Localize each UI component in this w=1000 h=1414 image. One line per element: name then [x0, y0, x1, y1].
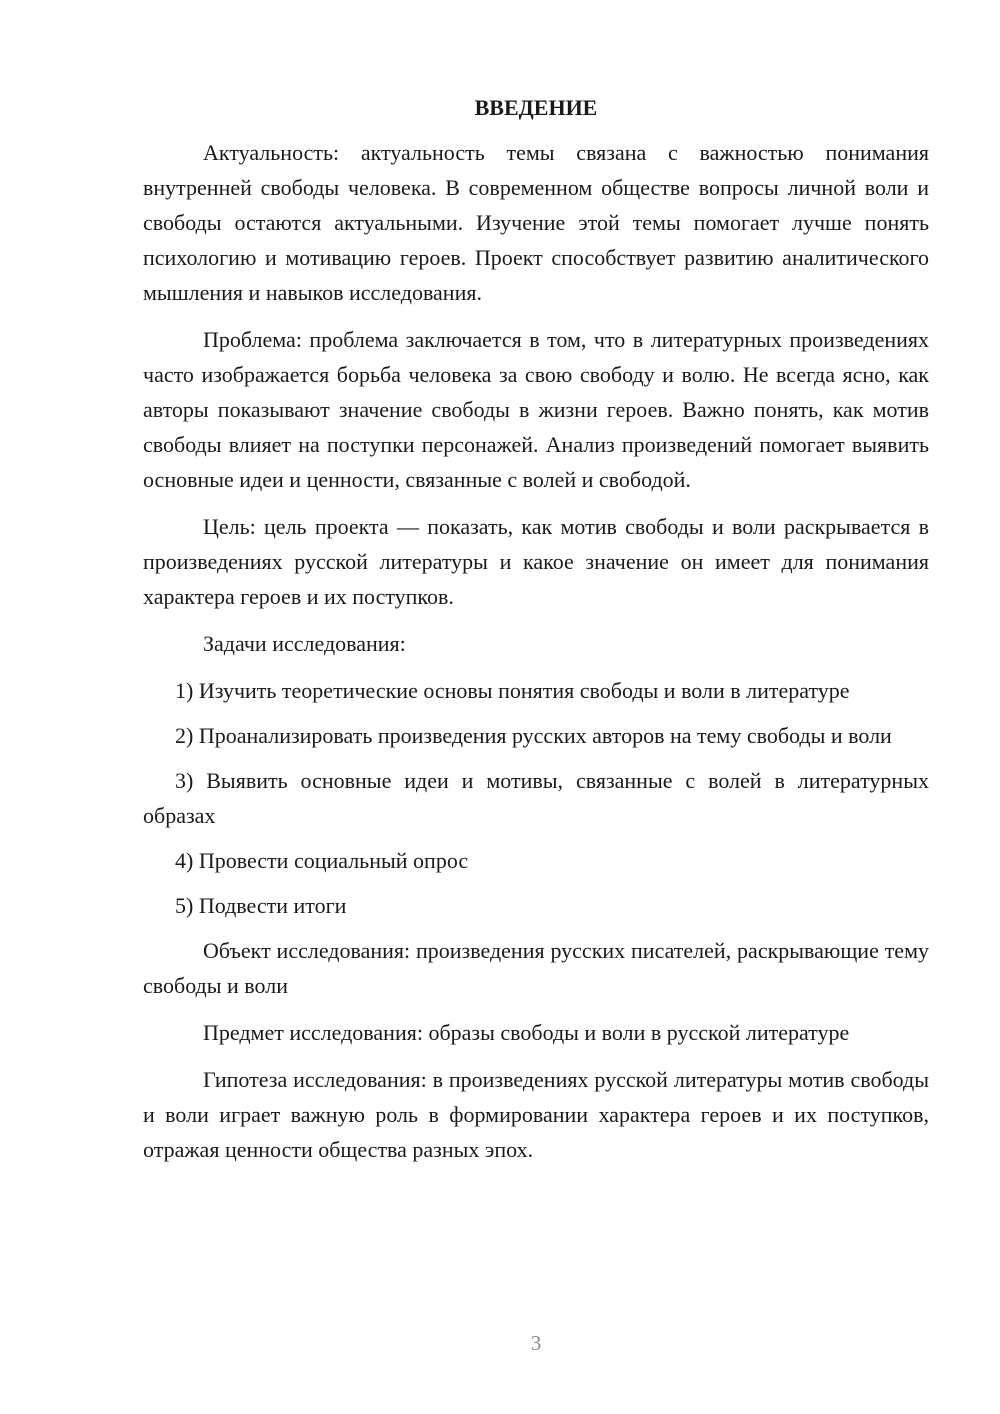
subject-paragraph: Предмет исследования: образы свободы и воли в русской литературе	[203, 1020, 850, 1045]
problem-paragraph: Проблема: проблема заключается в том, что в литературных произведениях часто изображается борьба человека за свою свободу и волю. Не всегда ясно, как авторы показывают значение свободы в жизни героев. Важно понять, как мотив свободы влияет на поступки персонажей. Анализ произведений помогает выявить основные идеи и ценности, связанные с волей и свободой.	[143, 327, 929, 492]
goal-paragraph: Цель: цель проекта — показать, как мотив свободы и воли раскрывается в произведениях русской литературы и какое значение он имеет для понимания характера героев и их поступков.	[143, 514, 929, 609]
task-item-5: 5) Подвести итоги	[175, 893, 347, 918]
object-paragraph: Объект исследования: произведения русских писателей, раскрывающие тему свободы и воли	[143, 938, 929, 998]
relevance-paragraph: Актуальность: актуальность темы связана с важностью понимания внутренней свободы человека. В современном обществе вопросы личной воли и свободы остаются актуальными. Изучение этой темы помогает лучше понять психологию и мотивацию героев. Проект способствует развитию аналитического мышления и навыков исследования.	[143, 140, 929, 305]
task-item-3: 3) Выявить основные идеи и мотивы, связанные с волей в литературных образах	[143, 768, 929, 828]
hypothesis-paragraph: Гипотеза исследования: в произведениях русской литературы мотив свободы и воли играет важную роль в формировании характера героев и их поступков, отражая ценности общества разных эпох.	[143, 1067, 929, 1162]
page-number: 3	[530, 1331, 542, 1355]
section-title: ВВЕДЕНИЕ	[474, 95, 598, 120]
document-page	[143, 90, 929, 1179]
task-item-4: 4) Провести социальный опрос	[175, 848, 469, 873]
task-item-2: 2) Проанализировать произведения русских авторов на тему свободы и воли	[175, 723, 892, 748]
task-item-1: 1) Изучить теоретические основы понятия свободы и воли в литературе	[175, 678, 850, 703]
tasks-heading: Задачи исследования:	[203, 631, 406, 656]
